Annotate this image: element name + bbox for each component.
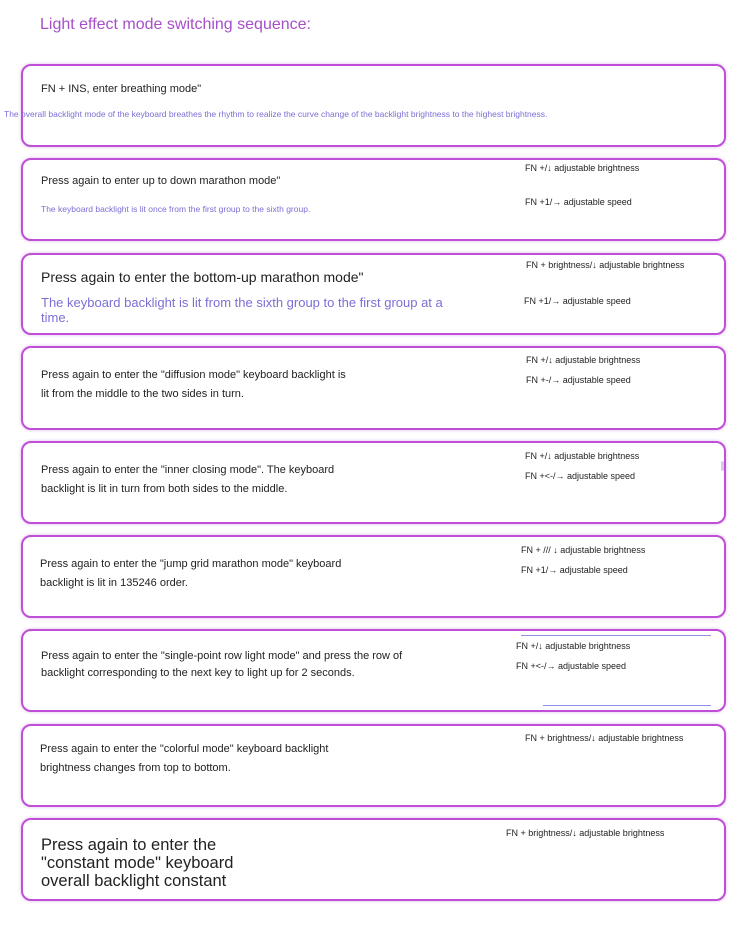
brightness-hint: FN + /// ↓ adjustable brightness bbox=[521, 545, 646, 555]
mode-card-up-down-marathon bbox=[21, 158, 726, 241]
mode-instruction: Press again to enter the "constant mode" keyboard overall backlight constant bbox=[41, 836, 234, 891]
divider-line bbox=[521, 635, 711, 636]
mode-instruction: Press again to enter the "inner closing mode". The keyboard backlight is lit in turn from both sides to the middle. bbox=[41, 464, 335, 496]
mode-instruction: Press again to enter the bottom-up marathon mode" bbox=[41, 269, 364, 285]
brightness-hint: FN + brightness/↓ adjustable brightness bbox=[525, 733, 684, 743]
speed-hint: FN +1/→ adjustable speed bbox=[525, 197, 632, 207]
mode-instruction: Press again to enter the "diffusion mode" keyboard backlight is lit from the middle to the two sides in turn. bbox=[41, 369, 346, 401]
divider-line bbox=[543, 705, 711, 706]
mode-description: The overall backlight mode of the keyboard breathes the rhythm to realize the curve change of the backlight brightness to the highest brightness. bbox=[4, 109, 548, 119]
mode-card-colorful bbox=[21, 724, 726, 807]
brightness-hint: FN +/↓ adjustable brightness bbox=[525, 451, 640, 461]
speed-hint: FN +-/→ adjustable speed bbox=[526, 375, 631, 385]
mode-instruction: Press again to enter the "jump grid marathon mode" keyboard backlight is lit in 135246 order. bbox=[40, 558, 342, 590]
brightness-hint: FN +/↓ adjustable brightness bbox=[526, 355, 641, 365]
mode-card-inner-closing bbox=[21, 441, 726, 524]
mode-instruction: FN + INS, enter breathing mode" bbox=[41, 83, 202, 95]
mode-card-breathing bbox=[21, 64, 726, 147]
speed-hint: FN +<-/→ adjustable speed bbox=[516, 661, 627, 671]
mode-description: The keyboard backlight is lit once from the first group to the sixth group. bbox=[41, 204, 311, 214]
mode-instruction: Press again to enter up to down marathon mode" bbox=[41, 175, 281, 187]
mode-card-jump-grid-marathon bbox=[21, 535, 726, 618]
page-title: Light effect mode switching sequence: bbox=[40, 16, 311, 33]
brightness-hint: FN +/↓ adjustable brightness bbox=[525, 163, 640, 173]
mode-card-single-point-row bbox=[21, 629, 726, 712]
mode-description: The keyboard backlight is lit from the sixth group to the first group at a time. bbox=[41, 295, 443, 325]
speed-hint: FN +1/→ adjustable speed bbox=[524, 296, 631, 306]
mode-card-bottom-up-marathon bbox=[21, 253, 726, 335]
mode-instruction: Press again to enter the "colorful mode" keyboard backlight brightness changes from top to bottom. bbox=[40, 743, 329, 775]
edge-mark bbox=[721, 461, 724, 471]
mode-instruction: Press again to enter the "single-point row light mode" and press the row of backlight corresponding to the next key to light up for 2 seconds. bbox=[41, 650, 403, 680]
brightness-hint: FN + brightness/↓ adjustable brightness bbox=[506, 828, 665, 838]
brightness-hint: FN + brightness/↓ adjustable brightness bbox=[526, 260, 685, 270]
speed-hint: FN +<-/→ adjustable speed bbox=[525, 471, 636, 481]
brightness-hint: FN +/↓ adjustable brightness bbox=[516, 641, 631, 651]
mode-card-diffusion bbox=[21, 346, 726, 430]
speed-hint: FN +1/→ adjustable speed bbox=[521, 565, 628, 575]
mode-card-constant bbox=[21, 818, 726, 901]
